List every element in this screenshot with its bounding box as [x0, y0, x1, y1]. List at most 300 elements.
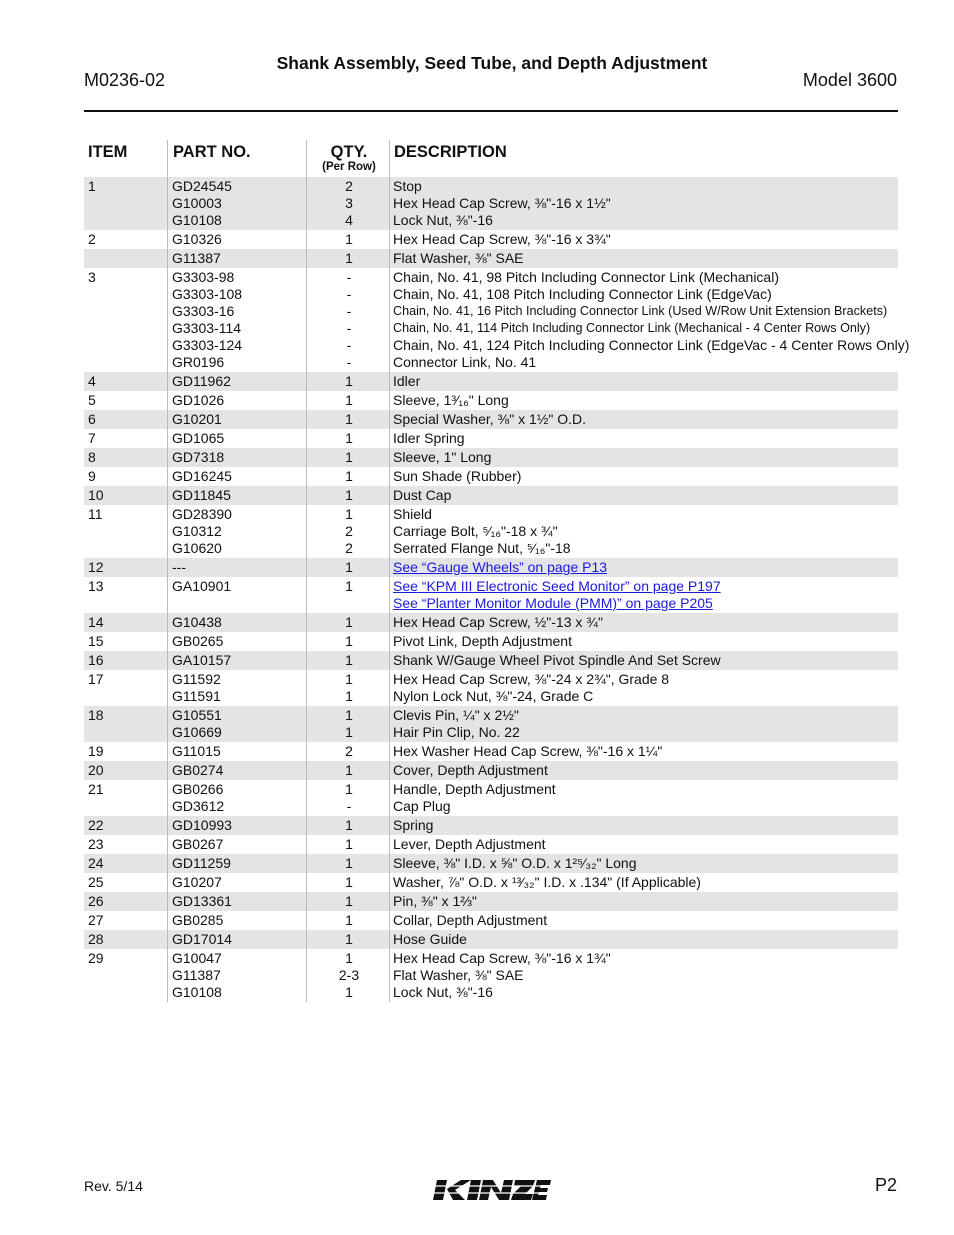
quantity: -	[346, 269, 352, 285]
column-divider	[306, 429, 307, 448]
part-numbers	[172, 178, 232, 229]
quantities	[308, 178, 390, 229]
column-divider	[389, 467, 390, 486]
item-number: 19	[88, 743, 104, 759]
column-divider	[167, 854, 168, 873]
item-number: 27	[88, 912, 104, 928]
quantity: -	[346, 354, 352, 370]
quantity: 1	[345, 707, 353, 723]
description: Hose Guide	[393, 931, 467, 947]
quantity: 1	[345, 874, 353, 890]
column-divider	[167, 372, 168, 391]
part-numbers	[172, 652, 231, 669]
column-divider	[306, 651, 307, 670]
column-divider	[167, 410, 168, 429]
column-divider	[306, 140, 307, 177]
description: Lock Nut, ⅜"-16	[393, 212, 493, 228]
descriptions	[393, 874, 701, 891]
table-row	[84, 651, 898, 670]
part-number: GB0266	[172, 781, 224, 797]
part-number: GD17014	[172, 931, 232, 947]
column-divider	[306, 613, 307, 632]
table-row	[84, 706, 898, 742]
item-number: 24	[88, 855, 104, 871]
column-divider	[389, 558, 390, 577]
description: Hair Pin Clip, No. 22	[393, 724, 520, 740]
column-divider	[167, 835, 168, 854]
table-row	[84, 780, 898, 816]
table-row	[84, 558, 898, 577]
item-number: 28	[88, 931, 104, 947]
part-number: GR0196	[172, 354, 225, 370]
item-number: 1	[88, 178, 96, 194]
part-number: GD13361	[172, 893, 232, 909]
column-divider	[306, 706, 307, 742]
table-row	[84, 177, 898, 230]
table-row	[84, 816, 898, 835]
part-numbers	[172, 912, 223, 929]
part-number: GB0267	[172, 836, 224, 852]
parts-table	[84, 140, 910, 1002]
part-numbers	[172, 373, 231, 390]
part-numbers	[172, 231, 222, 248]
item-number: 4	[88, 373, 96, 389]
quantities	[308, 373, 390, 390]
part-number: G3303-98	[172, 269, 235, 285]
part-number: GD1065	[172, 430, 225, 446]
part-number: G11387	[172, 250, 221, 266]
part-numbers	[172, 449, 224, 466]
item-number: 23	[88, 836, 104, 852]
quantity: 2	[345, 523, 353, 539]
column-divider	[389, 613, 390, 632]
quantity: 2	[345, 540, 353, 556]
part-number: G10438	[172, 614, 222, 630]
column-divider	[306, 816, 307, 835]
table-row	[84, 448, 898, 467]
column-divider	[167, 632, 168, 651]
column-divider	[389, 670, 390, 706]
part-numbers	[172, 817, 232, 834]
quantities	[308, 269, 390, 371]
column-divider	[389, 930, 390, 949]
column-divider	[389, 391, 390, 410]
page-title: Shank Assembly, Seed Tube, and Depth Adjustment	[276, 53, 708, 73]
description: Pin, ⅜" x 1⅔"	[393, 893, 477, 909]
column-divider	[389, 410, 390, 429]
description: Hex Head Cap Screw, ⅜"-16 x 3¾"	[393, 231, 611, 247]
part-number: G3303-16	[172, 303, 235, 319]
item-number: 3	[88, 269, 96, 285]
quantities	[308, 614, 390, 631]
description: Chain, No. 41, 124 Pitch Including Connector Link (EdgeVac - 4 Center Rows Only)	[393, 337, 910, 353]
quantities	[308, 559, 390, 576]
part-numbers	[172, 487, 231, 504]
column-divider	[389, 835, 390, 854]
part-number: G11592	[172, 671, 221, 687]
description: Handle, Depth Adjustment	[393, 781, 556, 797]
part-numbers	[172, 950, 222, 1001]
part-numbers	[172, 781, 224, 815]
table-row	[84, 854, 898, 873]
part-numbers	[172, 707, 222, 741]
description: Clevis Pin, ¼" x 2½"	[393, 707, 519, 723]
description: Chain, No. 41, 16 Pitch Including Connector Link (Used W/Row Unit Extension Brackets)	[393, 304, 888, 318]
quantity: 1	[345, 652, 353, 668]
quantities	[308, 874, 390, 891]
item-number: 20	[88, 762, 104, 778]
descriptions	[393, 893, 477, 910]
item-number: 13	[88, 578, 104, 594]
column-divider	[389, 448, 390, 467]
part-number: G10326	[172, 231, 222, 247]
part-numbers	[172, 855, 231, 872]
part-number: GD28390	[172, 506, 232, 522]
item-number: 29	[88, 950, 104, 966]
quantities	[308, 487, 390, 504]
item-number: 8	[88, 449, 96, 465]
part-number: G3303-124	[172, 337, 243, 353]
column-divider	[167, 558, 168, 577]
quantities	[308, 652, 390, 669]
quantities	[308, 671, 390, 705]
column-divider	[167, 391, 168, 410]
column-divider	[306, 742, 307, 761]
descriptions	[393, 178, 611, 229]
part-number: G10108	[172, 212, 222, 228]
item-number: 26	[88, 893, 104, 909]
description: Spring	[393, 817, 434, 833]
description: Hex Washer Head Cap Screw, ⅜"-16 x 1¼"	[393, 743, 663, 759]
column-divider	[306, 467, 307, 486]
quantities	[308, 781, 390, 815]
quantity: -	[346, 337, 352, 353]
description: Sleeve, 1" Long	[393, 449, 492, 465]
cross-reference-link[interactable]: See “KPM III Electronic Seed Monitor” on page P197	[393, 578, 721, 594]
part-number: GD24545	[172, 178, 232, 194]
part-numbers	[172, 874, 222, 891]
descriptions	[393, 912, 547, 929]
column-divider	[167, 930, 168, 949]
table-row	[84, 949, 898, 1002]
column-divider	[167, 780, 168, 816]
table-row	[84, 505, 898, 558]
part-number: GA10901	[172, 578, 232, 594]
part-number: GD10993	[172, 817, 232, 833]
description: Sleeve, 1³⁄₁₆" Long	[393, 392, 509, 408]
table-row	[84, 761, 898, 780]
column-divider	[167, 816, 168, 835]
item-number: 10	[88, 487, 104, 503]
quantities	[308, 743, 390, 760]
column-divider	[167, 742, 168, 761]
column-divider	[167, 249, 168, 268]
document-number: M0236-02	[84, 70, 166, 90]
column-divider	[389, 761, 390, 780]
item-number: 11	[88, 506, 103, 522]
item-number: 17	[88, 671, 104, 687]
table-row	[84, 892, 898, 911]
quantity: 1	[345, 762, 353, 778]
descriptions	[393, 950, 611, 1001]
item-number: 22	[88, 817, 104, 833]
quantity: 1	[345, 893, 353, 909]
part-numbers	[172, 578, 231, 595]
item-number: 21	[88, 781, 104, 797]
quantity: 1	[345, 373, 353, 389]
quantities	[308, 392, 390, 409]
quantity: 2-3	[338, 967, 360, 983]
descriptions	[393, 411, 586, 428]
column-divider	[306, 854, 307, 873]
part-number: GB0274	[172, 762, 224, 778]
item-number: 15	[88, 633, 104, 649]
description: Connector Link, No. 41	[393, 354, 537, 370]
descriptions	[393, 449, 491, 466]
part-number: G11015	[172, 743, 221, 759]
quantities	[308, 578, 390, 595]
part-number: G10003	[172, 195, 222, 211]
part-numbers	[172, 559, 186, 576]
descriptions	[393, 707, 520, 741]
quantity: 1	[345, 950, 353, 966]
part-numbers	[172, 743, 221, 760]
quantity: 1	[345, 724, 353, 740]
descriptions	[393, 781, 556, 815]
quantity: 1	[345, 468, 353, 484]
column-divider	[167, 429, 168, 448]
description: Shield	[393, 506, 432, 522]
column-divider	[389, 486, 390, 505]
quantity: 1	[345, 614, 353, 630]
column-item-header: ITEM	[88, 143, 128, 161]
part-numbers	[172, 633, 223, 650]
quantity: 1	[345, 688, 353, 704]
descriptions	[393, 231, 611, 248]
part-number: G10620	[172, 540, 222, 556]
column-divider	[306, 486, 307, 505]
description: Chain, No. 41, 98 Pitch Including Connector Link (Mechanical)	[393, 269, 779, 285]
quantity: 1	[345, 487, 353, 503]
column-description-header: DESCRIPTION	[394, 143, 507, 161]
descriptions	[393, 373, 420, 390]
column-divider	[389, 742, 390, 761]
header-rule	[84, 110, 898, 112]
item-number: 12	[88, 559, 104, 575]
quantities	[308, 506, 390, 557]
quantities	[308, 912, 390, 929]
quantity: 1	[345, 817, 353, 833]
part-number: GD7318	[172, 449, 225, 465]
descriptions	[393, 836, 546, 853]
part-numbers	[172, 893, 232, 910]
table-row	[84, 391, 898, 410]
column-divider	[389, 632, 390, 651]
quantity: 1	[345, 855, 353, 871]
descriptions	[393, 506, 571, 557]
column-divider	[167, 230, 168, 249]
quantity: 1	[345, 836, 353, 852]
revision-label: Rev. 5/14	[84, 1178, 143, 1194]
part-numbers	[172, 250, 221, 267]
column-divider	[167, 761, 168, 780]
column-divider	[167, 651, 168, 670]
column-part-header: PART NO.	[173, 143, 251, 161]
quantity: 3	[345, 195, 353, 211]
item-number: 25	[88, 874, 104, 890]
quantity: 1	[345, 578, 353, 594]
description: Cover, Depth Adjustment	[393, 762, 548, 778]
column-divider	[167, 706, 168, 742]
table-row	[84, 372, 898, 391]
part-number: GD1026	[172, 392, 225, 408]
description: Dust Cap	[393, 487, 452, 503]
part-numbers	[172, 430, 224, 447]
description: Hex Head Cap Screw, ½"-13 x ¾"	[393, 614, 603, 630]
column-divider	[306, 249, 307, 268]
column-divider	[167, 911, 168, 930]
description: Hex Head Cap Screw, ⅜"-16 x 1¾"	[393, 950, 611, 966]
column-divider	[389, 949, 390, 1002]
table-row	[84, 268, 910, 372]
column-divider	[389, 140, 390, 177]
item-number: 18	[88, 707, 104, 723]
descriptions	[393, 614, 603, 631]
part-number: G10312	[172, 523, 222, 539]
table-row	[84, 742, 898, 761]
table-row	[84, 410, 898, 429]
quantity: 1	[345, 671, 353, 687]
table-row	[84, 670, 898, 706]
column-divider	[306, 448, 307, 467]
quantity: 1	[345, 506, 353, 522]
part-numbers	[172, 506, 232, 557]
description: Lock Nut, ⅜"-16	[393, 984, 493, 1000]
description: Flat Washer, ⅜" SAE	[393, 967, 524, 983]
column-divider	[306, 577, 307, 613]
descriptions	[393, 652, 721, 669]
descriptions	[393, 487, 451, 504]
descriptions	[393, 633, 572, 650]
quantity: 1	[345, 633, 353, 649]
column-divider	[389, 177, 390, 230]
table-header	[84, 140, 898, 177]
table-row	[84, 613, 898, 632]
column-divider	[306, 177, 307, 230]
cross-reference-link[interactable]: See “Gauge Wheels” on page P13	[393, 559, 608, 575]
item-number: 16	[88, 652, 104, 668]
column-divider	[306, 410, 307, 429]
item-number: 14	[88, 614, 104, 630]
quantities	[308, 762, 390, 779]
column-divider	[167, 670, 168, 706]
descriptions	[393, 392, 509, 409]
quantities	[308, 430, 390, 447]
descriptions	[393, 250, 524, 267]
descriptions	[393, 430, 465, 447]
description: Flat Washer, ⅜" SAE	[393, 250, 524, 266]
quantity: 1	[345, 781, 353, 797]
table-row	[84, 835, 898, 854]
part-number: G10108	[172, 984, 222, 1000]
quantity: 1	[345, 231, 353, 247]
description: Serrated Flange Nut, ⁵⁄₁₆"-18	[393, 540, 571, 556]
descriptions	[393, 931, 467, 948]
part-numbers	[172, 614, 222, 631]
quantities	[308, 468, 390, 485]
part-number: G11591	[172, 688, 221, 704]
description: Hex Head Cap Screw, ⅜"-16 x 1½"	[393, 195, 611, 211]
part-number: GA10157	[172, 652, 232, 668]
description: Sleeve, ⅜" I.D. x ⅝" O.D. x 1²⁵⁄₃₂" Long	[393, 855, 637, 871]
column-divider	[167, 949, 168, 1002]
quantity: 2	[345, 743, 353, 759]
kinze-logo-graphic	[431, 1176, 551, 1204]
column-divider	[389, 651, 390, 670]
column-qty-subheader: (Per Row)	[322, 161, 376, 173]
descriptions	[393, 817, 433, 834]
table-row	[84, 930, 898, 949]
part-number: GB0285	[172, 912, 224, 928]
column-divider	[389, 780, 390, 816]
column-divider	[389, 268, 390, 372]
table-row	[84, 467, 898, 486]
column-divider	[306, 780, 307, 816]
column-divider	[306, 391, 307, 410]
quantity: 1	[345, 411, 353, 427]
part-numbers	[172, 468, 232, 485]
column-divider	[306, 372, 307, 391]
column-divider	[306, 761, 307, 780]
part-number: GB0265	[172, 633, 224, 649]
column-divider	[389, 816, 390, 835]
descriptions	[393, 578, 721, 612]
column-divider	[167, 613, 168, 632]
column-divider	[167, 486, 168, 505]
part-number: G3303-108	[172, 286, 243, 302]
table-row	[84, 911, 898, 930]
part-numbers	[172, 269, 242, 371]
description: Nylon Lock Nut, ⅜"-24, Grade C	[393, 688, 594, 704]
part-number: GD11962	[172, 373, 231, 389]
column-divider	[389, 892, 390, 911]
description: Idler	[393, 373, 421, 389]
part-numbers	[172, 671, 221, 705]
column-divider	[389, 577, 390, 613]
column-divider	[167, 577, 168, 613]
descriptions	[393, 671, 669, 705]
quantity: 1	[345, 984, 353, 1000]
item-number: 9	[88, 468, 96, 484]
descriptions	[393, 855, 637, 872]
description: Special Washer, ⅜" x 1½" O.D.	[393, 411, 587, 427]
column-divider	[389, 706, 390, 742]
part-numbers	[172, 836, 223, 853]
column-divider	[167, 140, 168, 177]
quantity: -	[346, 320, 352, 336]
column-divider	[389, 873, 390, 892]
column-divider	[389, 911, 390, 930]
quantities	[308, 855, 390, 872]
part-number: ---	[172, 559, 186, 575]
column-divider	[306, 930, 307, 949]
cross-reference-link[interactable]: See “Planter Monitor Module (PMM)” on page P205	[393, 595, 713, 611]
column-divider	[389, 505, 390, 558]
quantities	[308, 836, 390, 853]
quantities	[308, 893, 390, 910]
part-number: GD3612	[172, 798, 225, 814]
quantity: 1	[345, 912, 353, 928]
